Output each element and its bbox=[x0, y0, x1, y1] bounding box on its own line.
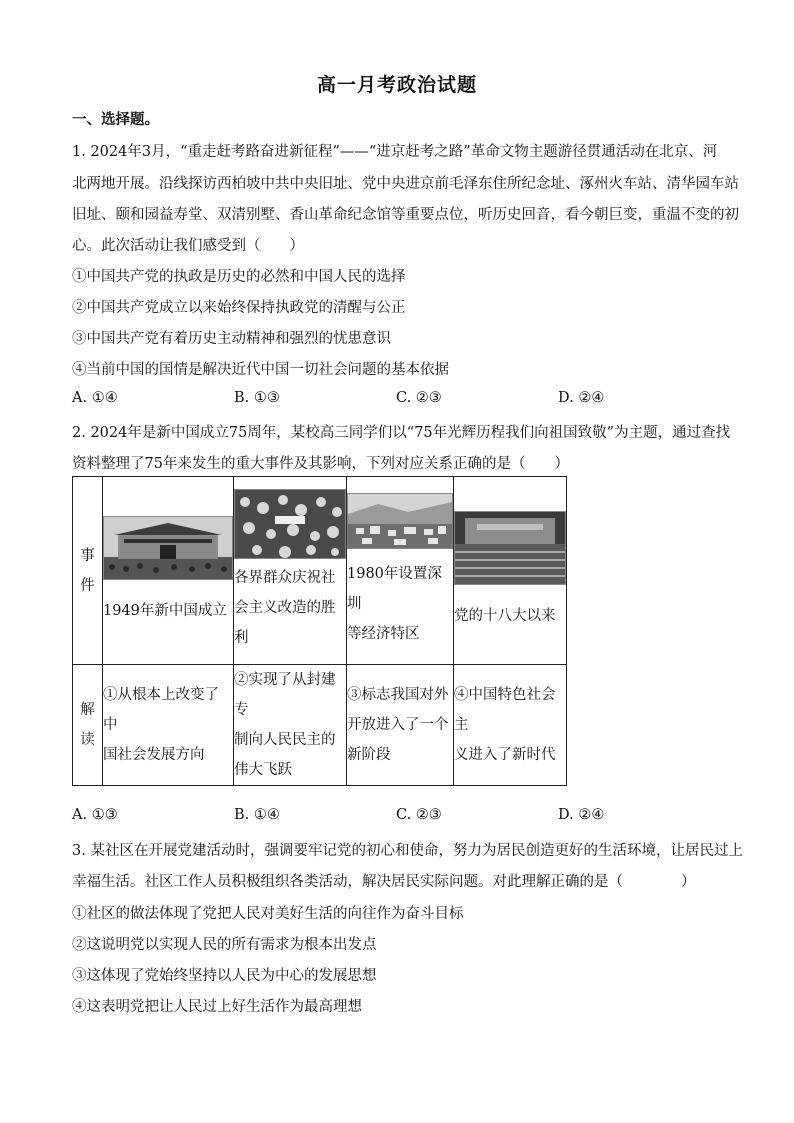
event-caption-3-line-1: 1980年设置深圳 bbox=[347, 565, 442, 612]
q1-stem-line-1: 1. 2024年3月，“重走赶考路奋进新征程”——“进京赶考之路”革命文物主题游径贯通活动在北京、河 bbox=[72, 144, 718, 160]
q1-statement-2: ②中国共产党成立以来始终保持执政党的清醒与公正 bbox=[72, 300, 406, 316]
events-table bbox=[72, 476, 567, 786]
q2-stem-line-1: 2. 2024年是新中国成立75周年，某校高三同学们以“75年光辉历程我们向祖国致敬”为主题，通过查找 bbox=[72, 425, 731, 441]
event-cell-2 bbox=[234, 477, 347, 665]
q3-stem-line-2: 幸福生活。社区工作人员积极组织各类活动，解决居民实际问题。对此理解正确的是（ ） bbox=[72, 874, 696, 890]
q2-option-a[interactable]: A. ①③ bbox=[72, 807, 118, 823]
q3-statement-1: ①社区的做法体现了党把人民对美好生活的向往作为奋斗目标 bbox=[72, 906, 464, 922]
shenzhen-cityscape-photo bbox=[347, 493, 453, 549]
event-row-header: 事 件 bbox=[73, 477, 103, 665]
q2-option-c[interactable]: C. ②③ bbox=[396, 807, 442, 823]
interp-row-header: 解 读 bbox=[73, 665, 103, 786]
q1-options bbox=[72, 390, 672, 412]
event-cell-1 bbox=[103, 477, 234, 665]
q3-statement-3: ③这体现了党始终坚持以人民为中心的发展思想 bbox=[72, 968, 377, 984]
q1-option-a[interactable]: A. ①④ bbox=[72, 390, 118, 406]
event-cell-3 bbox=[347, 477, 454, 665]
event-caption-2-line-3: 利 bbox=[234, 629, 249, 646]
q3-stem-line-1: 3. 某社区在开展党建活动时，强调要牢记党的初心和使命，努力为居民创造更好的生活环境，让居民过上 bbox=[72, 843, 743, 859]
q3-statement-4: ④这表明党把让人民过上好生活作为最高理想 bbox=[72, 999, 362, 1015]
q2-option-b[interactable]: B. ①④ bbox=[234, 807, 280, 823]
interp-cell-2: ②实现了从封建专 制向人民民主的 伟大飞跃 bbox=[234, 665, 347, 786]
q1-stem-line-3: 旧址、颐和园益寿堂、双清别墅、香山革命纪念馆等重要点位，听历史回音，看今朝巨变，重温不变的初 bbox=[72, 207, 739, 223]
interp-cell-1: ①从根本上改变了中 国社会发展方向 bbox=[103, 665, 234, 786]
q1-stem-line-2: 北两地开展。沿线探访西柏坡中共中央旧址、党中央进京前毛泽东住所纪念址、涿州火车站、清华园车站 bbox=[72, 176, 739, 192]
q1-statement-1: ①中国共产党的执政是历史的必然和中国人民的选择 bbox=[72, 269, 406, 285]
q1-statement-4: ④当前中国的国情是解决近代中国一切社会问题的基本依据 bbox=[72, 362, 449, 378]
page-title: 高一月考政治试题 bbox=[316, 74, 477, 96]
q2-stem-line-2: 资料整理了75年来发生的重大事件及其影响，下列对应关系正确的是（ ） bbox=[72, 456, 569, 472]
event-cell-4 bbox=[454, 477, 567, 665]
interp-cell-4: ④中国特色社会主 义进入了新时代 bbox=[454, 665, 567, 786]
q1-option-b[interactable]: B. ①③ bbox=[234, 390, 280, 406]
interp-cell-3: ③标志我国对外 开放进入了一个 新阶段 bbox=[347, 665, 454, 786]
event-caption-1: 1949年新中国成立 bbox=[103, 602, 227, 619]
event-caption-2-line-2: 会主义改造的胜 bbox=[234, 599, 336, 616]
congress-hall-photo bbox=[454, 511, 566, 585]
section-heading: 一、选择题。 bbox=[72, 111, 159, 128]
q1-stem-line-4: 心。此次活动让我们感受到（ ） bbox=[72, 238, 304, 254]
q2-options bbox=[72, 807, 672, 829]
crowd-celebration-photo bbox=[234, 489, 346, 559]
event-caption-4: 党的十八大以来 bbox=[454, 607, 556, 624]
q1-option-c[interactable]: C. ②③ bbox=[396, 390, 442, 406]
event-caption-2-line-1: 各界群众庆祝社 bbox=[234, 569, 336, 586]
q3-statement-2: ②这说明党以实现人民的所有需求为根本出发点 bbox=[72, 937, 377, 953]
q2-option-d[interactable]: D. ②④ bbox=[558, 807, 605, 823]
q1-statement-3: ③中国共产党有着历史主动精神和强烈的忧患意识 bbox=[72, 331, 391, 347]
q1-option-d[interactable]: D. ②④ bbox=[558, 390, 605, 406]
event-caption-3-line-2: 等经济特区 bbox=[347, 625, 420, 642]
tiananmen-founding-photo bbox=[103, 516, 233, 580]
